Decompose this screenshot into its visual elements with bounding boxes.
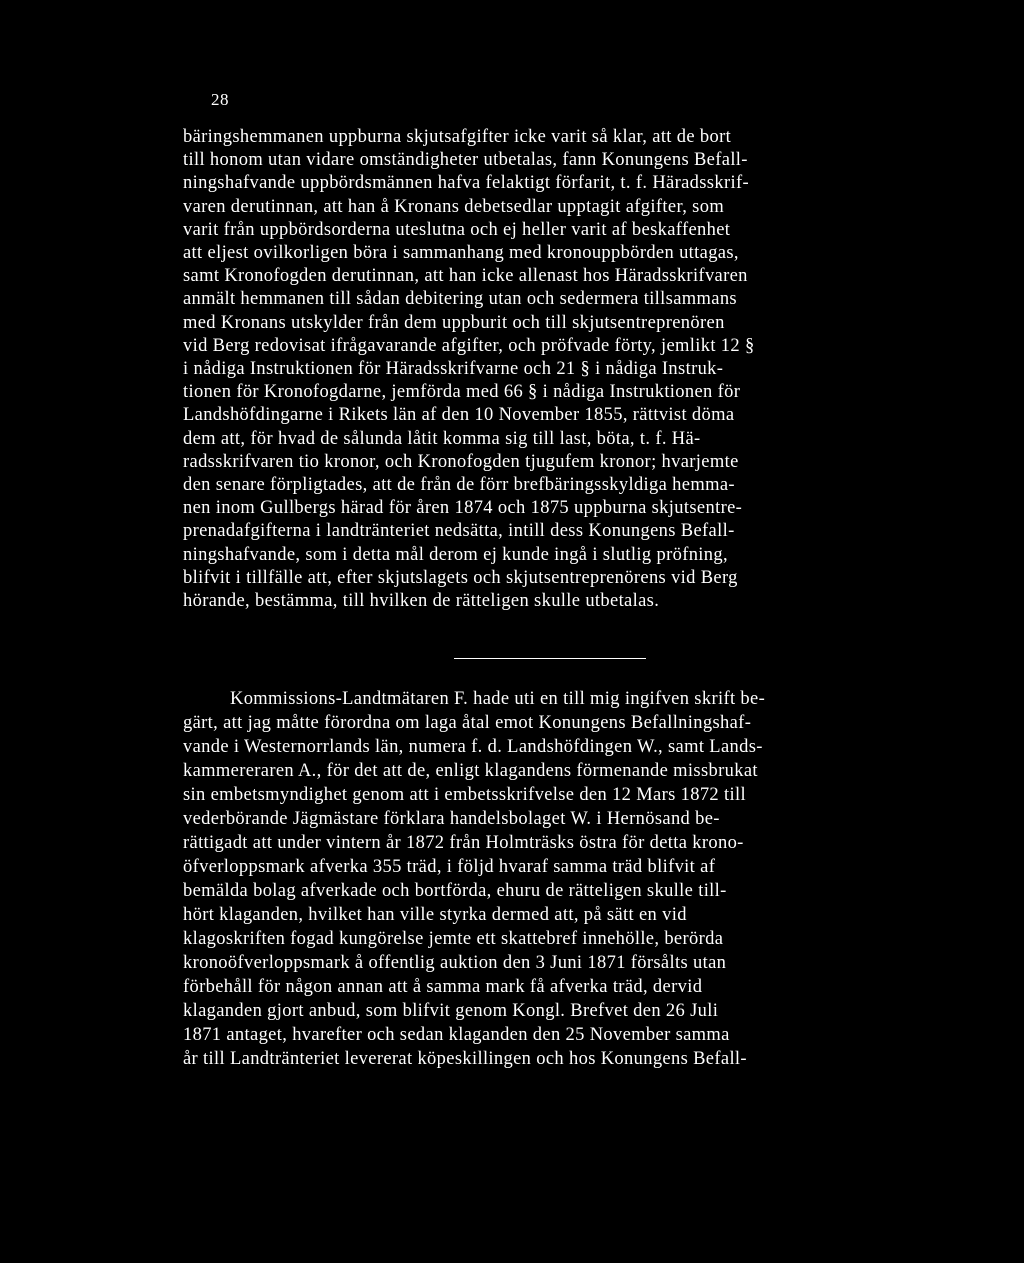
text-line: till honom utan vidare omständigheter utbetalas, fann Konungens Befall- (183, 150, 748, 171)
paragraph-2 (183, 687, 923, 1071)
text-line: anmält hemmanen till sådan debitering utan och sedermera tillsammans (183, 289, 737, 310)
text-line: kammereraren A., för det att de, enligt klagandens förmenande missbrukat (183, 761, 758, 781)
text-line: 1871 antaget, hvarefter och sedan klaganden den 25 November samma (183, 1025, 730, 1045)
text-line: vid Berg redovisat ifrågavarande afgifter, och pröfvade förty, jemlikt 12 § (183, 335, 755, 356)
text-line: ningshafvande, som i detta mål derom ej kunde ingå i slutlig pröfning, (183, 544, 728, 565)
text-line: kronoöfverloppsmark å offentlig auktion den 3 Juni 1871 försålts utan (183, 953, 727, 973)
text-line: klagoskriften fogad kungörelse jemte ett skattebref innehölle, berörda (183, 929, 724, 949)
page-number: 28 (211, 90, 229, 109)
text-line: klaganden gjort anbud, som blifvit genom Kongl. Brefvet den 26 Juli (183, 1001, 719, 1021)
text-line: med Kronans utskylder från dem uppburit och till skjutsentreprenören (183, 312, 725, 333)
text-line: vande i Westernorrlands län, numera f. d. Landshöfdingen W., samt Lands- (183, 737, 763, 757)
text-line: ningshafvande uppbördsmännen hafva felaktigt förfarit, t. f. Häradsskrif- (183, 173, 749, 194)
text-line: Kommissions-Landtmätaren F. hade uti en till mig ingifven skrift be- (230, 689, 766, 709)
text-line: rättigadt att under vintern år 1872 från Holmträsks östra för detta krono- (183, 833, 744, 853)
text-line: radsskrifvaren tio kronor, och Kronofogden tjugufem kronor; hvarjemte (183, 451, 739, 472)
text-line: tionen för Kronofogdarne, jemförda med 66 § i nådiga Instruktionen för (183, 382, 741, 403)
text-line: nen inom Gullbergs härad för åren 1874 och 1875 uppburna skjutsentre- (183, 498, 743, 519)
text-line: varit från uppbördsorderna uteslutna och ej heller varit af beskaffenhet (183, 219, 731, 240)
text-line: den senare förpligtades, att de från de förr brefbäringsskyldiga hemma- (183, 475, 735, 496)
text-line: samt Kronofogden derutinnan, att han icke allenast hos Häradsskrifvaren (183, 266, 748, 287)
text-line: hörande, bestämma, till hvilken de rätteligen skulle utbetalas. (183, 591, 660, 612)
text-line: bäringshemmanen uppburna skjutsafgifter icke varit så klar, att de bort (183, 127, 732, 147)
text-line: öfverloppsmark afverka 355 träd, i följd hvaraf samma träd blifvit af (183, 857, 716, 877)
text-line: bemälda bolag afverkade och bortförda, ehuru de rätteligen skulle till- (183, 881, 727, 901)
text-line: dem att, för hvad de sålunda låtit komma sig till last, böta, t. f. Hä- (183, 428, 701, 449)
text-line: varen derutinnan, att han å Kronans debetsedlar upptagit afgifter, som (183, 196, 725, 217)
text-line: gärt, att jag måtte förordna om laga åtal emot Konungens Befallningshaf- (183, 713, 752, 733)
section-divider (460, 658, 640, 659)
text-line: att eljest ovilkorligen böra i sammanhang med kronouppbörden uttagas, (183, 243, 739, 264)
text-line: hört klaganden, hvilket han ville styrka dermed att, på sätt en vid (183, 905, 687, 925)
text-line: förbehåll för någon annan att å samma mark få afverka träd, dervid (183, 977, 703, 997)
text-line: år till Landtränteriet levererat köpeskillingen och hos Konungens Befall- (183, 1049, 747, 1069)
text-line: Landshöfdingarne i Rikets län af den 10 November 1855, rättvist döma (183, 405, 735, 426)
paragraph-1 (183, 126, 923, 613)
text-line: blifvit i tillfälle att, efter skjutslagets och skjutsentreprenörens vid Berg (183, 567, 738, 588)
text-line: vederbörande Jägmästare förklara handelsbolaget W. i Hernösand be- (183, 809, 720, 829)
text-line: prenadafgifterna i landtränteriet nedsätta, intill dess Konungens Befall- (183, 521, 735, 542)
text-line: i nådiga Instruktionen för Häradsskrifvarne och 21 § i nådiga Instruk- (183, 359, 724, 380)
text-line: sin embetsmyndighet genom att i embetsskrifvelse den 12 Mars 1872 till (183, 785, 746, 805)
